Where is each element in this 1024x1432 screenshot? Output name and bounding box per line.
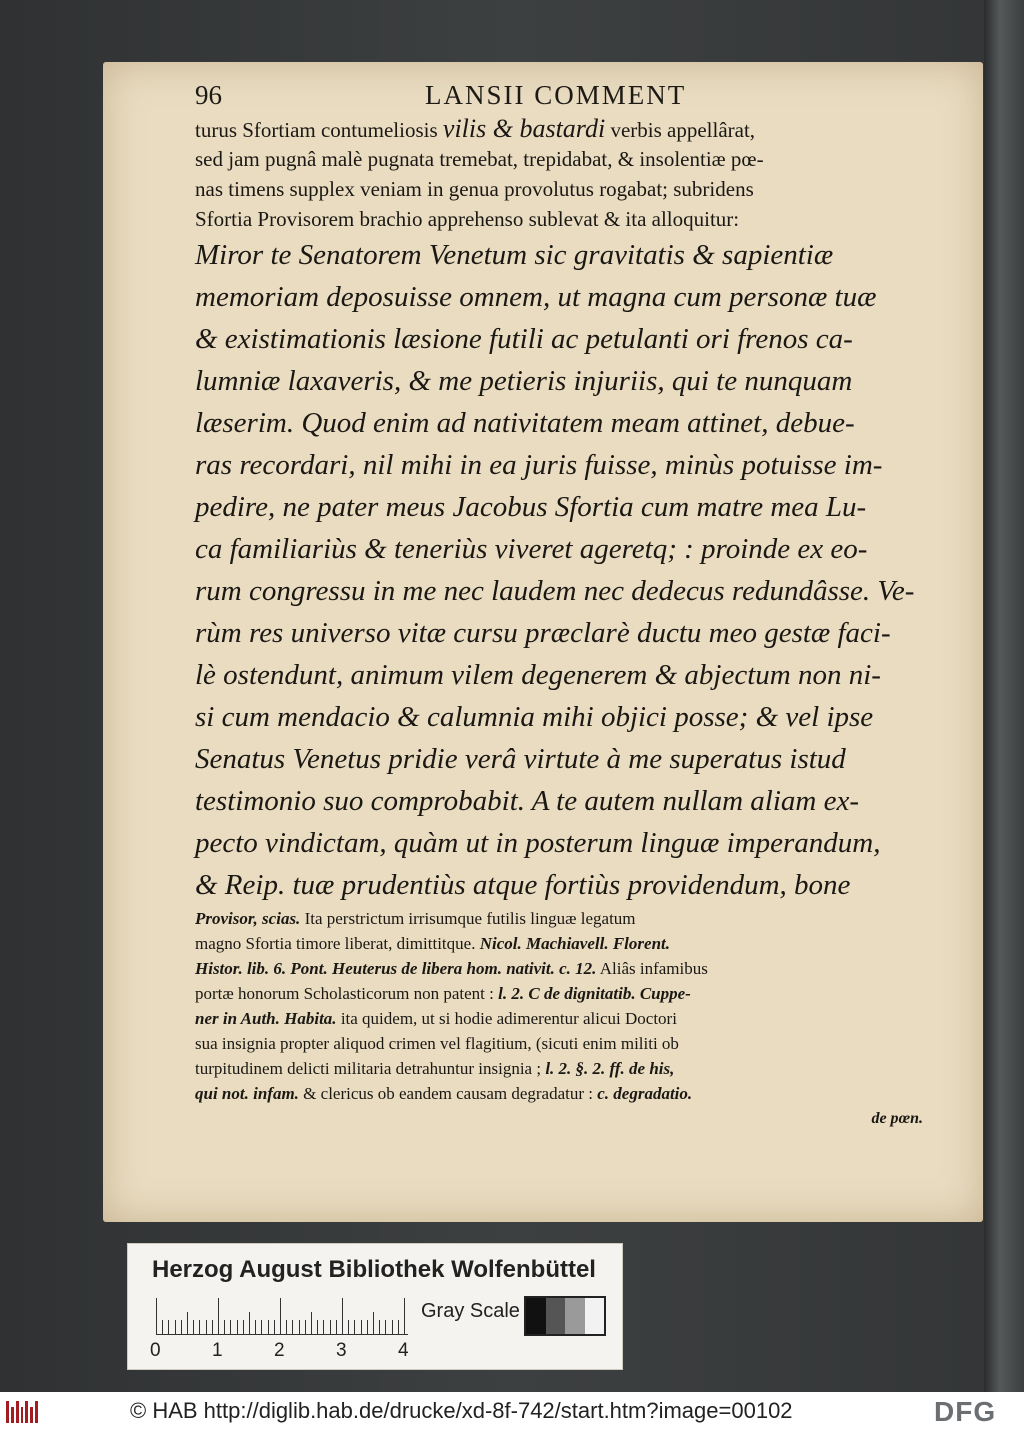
ruler-tick	[249, 1312, 250, 1334]
text-line	[195, 444, 923, 486]
ruler-tick	[243, 1320, 244, 1334]
facing-page-edge	[984, 0, 1024, 1392]
gray-swatch	[546, 1298, 566, 1334]
page-number: 96	[195, 80, 222, 110]
italic-segment: si cum mendacio & calumnia mihi objici posse; & vel ipse	[195, 701, 874, 733]
italic-segment: Nicol. Machiavell. Florent.	[479, 934, 670, 953]
gray-swatch	[526, 1298, 546, 1334]
text-line	[195, 174, 923, 204]
ruler-tick	[385, 1320, 386, 1334]
ruler-tick	[230, 1320, 231, 1334]
logo-bar	[16, 1401, 19, 1423]
italic-segment: Histor. lib. 6. Pont. Heuterus de libera hom. nativit. c. 12.	[195, 959, 597, 978]
text-line	[195, 612, 923, 654]
roman-segment: Aliâs infamibus	[596, 959, 708, 978]
italic-segment: memoriam deposuisse omnem, ut magna cum personæ tuæ	[195, 281, 877, 313]
ruler-tick	[354, 1320, 355, 1334]
italic-segment: lè ostendunt, animum vilem degenerem & abjectum non ni-	[195, 659, 881, 691]
roman-segment: ita quidem, ut si hodie adimerentur alicui Doctori	[336, 1009, 677, 1028]
dfg-logo: DFG	[934, 1396, 997, 1427]
italic-segment: lumniæ laxaveris, & me petieris injuriis, qui te nunquam	[195, 365, 853, 397]
italic-segment: Provisor, scias.	[195, 909, 301, 928]
italic-segment: l. 2. C de dignitatib. Cuppe-	[498, 984, 691, 1003]
ruler-tick	[392, 1320, 393, 1334]
ruler-tick	[348, 1320, 349, 1334]
text-line	[195, 114, 923, 144]
text-line	[195, 906, 923, 931]
ruler-tick	[323, 1320, 324, 1334]
text-line	[195, 570, 923, 612]
italic-segment: Miror te Senatorem Venetum sic gravitatis & sapientiæ	[195, 239, 834, 271]
ruler-tick	[274, 1320, 275, 1334]
text-line	[195, 780, 923, 822]
text-line	[195, 234, 923, 276]
ruler-tick	[286, 1320, 287, 1334]
roman-segment: turus Sfortiam contumeliosis	[195, 118, 443, 142]
italic-segment: ras recordari, nil mihi in ea juris fuisse, minùs potuisse im-	[195, 449, 883, 481]
library-name: Herzog August Bibliothek Wolfenbüttel	[152, 1256, 596, 1283]
ruler-number: 4	[398, 1340, 409, 1361]
roman-segment: nas timens supplex veniam in genua provolutus rogabat; subridens	[195, 177, 754, 201]
ruler-tick	[367, 1320, 368, 1334]
italic-segment: c. degradatio.	[597, 1084, 693, 1103]
italic-segment: rùm res universo vitæ cursu præclarè ductu meo gestæ faci-	[195, 617, 891, 649]
logo-bar	[30, 1407, 33, 1423]
ruler-tick	[181, 1320, 182, 1334]
text-line	[195, 402, 923, 444]
text-line	[195, 276, 923, 318]
text-line	[195, 981, 923, 1006]
italic-segment: qui not. infam.	[195, 1084, 299, 1103]
roman-segment: turpitudinem delicti militaria detrahuntur insignia ;	[195, 1059, 546, 1078]
ruler-tick	[361, 1320, 362, 1334]
page-text	[195, 114, 923, 1131]
text-line	[195, 931, 923, 956]
ruler-tick	[156, 1298, 157, 1334]
italic-segment: vilis & bastardi	[442, 114, 606, 143]
text-line	[195, 864, 923, 906]
text-line	[195, 486, 923, 528]
text-line	[195, 1031, 923, 1056]
ruler-tick	[398, 1320, 399, 1334]
ruler-tick	[280, 1298, 281, 1334]
text-line	[195, 360, 923, 402]
italic-segment: testimonio suo comprobabit. A te autem nullam aliam ex-	[195, 785, 859, 817]
gray-scale-label: Gray Scale	[421, 1300, 520, 1322]
ruler-baseline	[156, 1334, 408, 1335]
logo-bar	[21, 1407, 24, 1423]
ruler-tick	[224, 1320, 225, 1334]
ruler-tick	[206, 1320, 207, 1334]
ruler-tick	[162, 1320, 163, 1334]
ruler-tick	[299, 1320, 300, 1334]
text-line	[195, 144, 923, 174]
footer-url-text[interactable]: © HAB http://diglib.hab.de/drucke/xd-8f-742/start.htm?image=00102	[130, 1398, 793, 1423]
ruler-number: 3	[336, 1340, 347, 1361]
catchword: de pœn.	[871, 1110, 923, 1127]
ruler-tick	[317, 1320, 318, 1334]
page-header	[195, 80, 895, 114]
ruler-tick	[237, 1320, 238, 1334]
roman-segment: magno Sfortia timore liberat, dimittitque.	[195, 934, 480, 953]
gray-swatch	[565, 1298, 585, 1334]
italic-segment: rum congressu in me nec laudem nec dedecus redundâsse. Ve-	[195, 575, 915, 607]
ruler-tick	[218, 1298, 219, 1334]
italic-segment: l. 2. §. 2. ff. de his,	[545, 1059, 675, 1078]
text-line	[195, 696, 923, 738]
ruler-tick	[373, 1312, 374, 1334]
roman-segment: portæ honorum Scholasticorum non patent :	[195, 984, 499, 1003]
roman-segment: sua insignia propter aliquod crimen vel flagitium, (sicuti enim militi ob	[195, 1034, 679, 1053]
ruler-tick	[175, 1320, 176, 1334]
roman-segment: & clericus ob eandem causam degradatur :	[298, 1084, 598, 1103]
roman-segment: verbis appellârat,	[605, 118, 756, 142]
text-line	[195, 1006, 923, 1031]
italic-segment: pecto vindictam, quàm ut in posterum linguæ imperandum,	[195, 827, 881, 859]
italic-segment: ca familiariùs & teneriùs viveret ageretq; : proinde ex eo-	[195, 533, 868, 565]
ruler-tick	[379, 1320, 380, 1334]
library-color-card	[127, 1243, 623, 1370]
ruler-tick	[255, 1320, 256, 1334]
hab-logo-icon	[6, 1401, 38, 1423]
gray-swatch	[585, 1298, 605, 1334]
italic-segment: ner in Auth. Habita.	[195, 1009, 337, 1028]
logo-bar	[35, 1401, 38, 1423]
ruler-tick	[336, 1320, 337, 1334]
text-line	[195, 738, 923, 780]
footer-bar	[0, 1392, 1024, 1432]
text-line	[195, 318, 923, 360]
text-line	[195, 956, 923, 981]
italic-segment: læserim. Quod enim ad nativitatem meam attinet, debue-	[195, 407, 855, 439]
italic-segment: & existimationis læsione futili ac petulanti ori frenos ca-	[195, 323, 853, 355]
ruler-tick	[330, 1320, 331, 1334]
logo-bar	[6, 1401, 9, 1423]
italic-segment: & Reip. tuæ prudentiùs atque fortiùs providendum, bone	[195, 869, 851, 901]
logo-bar	[11, 1407, 14, 1423]
ruler-number: 1	[212, 1340, 223, 1361]
text-line	[195, 204, 923, 234]
running-title: LANSII COMMENT	[425, 80, 687, 110]
roman-segment: Sfortia Provisorem brachio apprehenso sublevat & ita alloquitur:	[195, 207, 740, 231]
ruler-tick	[404, 1298, 405, 1334]
italic-segment: pedire, ne pater meus Jacobus Sfortia cum matre mea Lu-	[195, 491, 867, 523]
ruler-tick	[261, 1320, 262, 1334]
ruler-tick	[311, 1312, 312, 1334]
ruler-scale	[156, 1296, 412, 1336]
ruler-tick	[292, 1320, 293, 1334]
logo-bar	[25, 1401, 28, 1423]
ruler-tick	[199, 1320, 200, 1334]
italic-segment: Senatus Venetus pridie verâ virtute à me superatus istud	[195, 743, 846, 775]
ruler-tick	[193, 1320, 194, 1334]
ruler-number: 0	[150, 1340, 161, 1361]
text-line	[195, 654, 923, 696]
roman-segment: sed jam pugnâ malè pugnata tremebat, trepidabat, & insolentiæ pœ-	[195, 147, 764, 171]
roman-segment: Ita perstrictum irrisumque futilis linguæ legatum	[300, 909, 636, 928]
ruler-tick	[342, 1298, 343, 1334]
text-line	[195, 1056, 923, 1081]
text-line	[195, 822, 923, 864]
ruler-tick	[212, 1320, 213, 1334]
text-line	[195, 1081, 923, 1106]
ruler-tick	[268, 1320, 269, 1334]
text-line	[195, 528, 923, 570]
ruler-tick	[187, 1312, 188, 1334]
ruler-tick	[168, 1320, 169, 1334]
ruler-tick	[305, 1320, 306, 1334]
ruler-number: 2	[274, 1340, 285, 1361]
book-page	[103, 62, 983, 1222]
gray-scale-swatches	[524, 1296, 606, 1336]
